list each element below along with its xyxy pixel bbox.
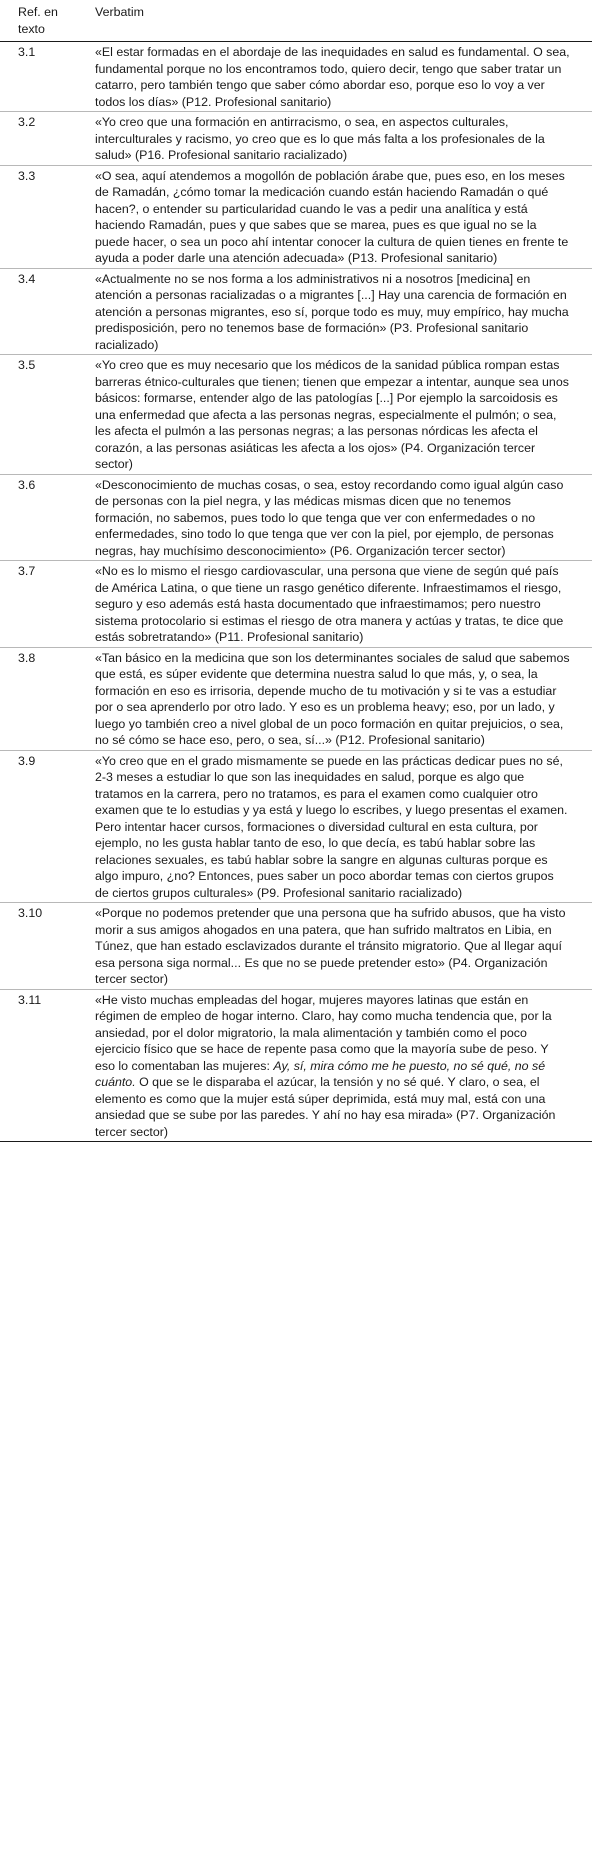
verbatim-segment: «El estar formadas en el abordaje de las inequidades en salud es fundamental. O sea, fundamental porque no los encontramos todo, quiero decir, tengo que saber tratar un catarro, pero también tengo que saber cómo abordar eso, porque eso lo voy a ver todos los días» (P12. Profesional sanitario) <box>95 45 570 109</box>
header-row <box>0 0 592 42</box>
row-verbatim <box>77 474 592 561</box>
table-row <box>0 112 592 166</box>
row-verbatim <box>77 561 592 648</box>
row-verbatim <box>77 355 592 475</box>
row-verbatim <box>77 112 592 166</box>
row-ref: 3.1 <box>0 42 77 112</box>
table-row <box>0 42 592 112</box>
row-ref: 3.9 <box>0 750 77 903</box>
table-row <box>0 750 592 903</box>
table-row <box>0 355 592 475</box>
verbatim-segment: «O sea, aquí atendemos a mogollón de población árabe que, pues eso, en los meses de Ramadán, ¿cómo tomar la medicación cuando están haciendo Ramadán o qué hacen?, o entender su particularidad cuando le vas a pedir una analítica y está haciendo Ramadán, pues y que sabes que se marea, pues es que igual no se la puede hacer, o sea un poco ahí intentar conocer la cultura de quien tienes en frente te ayuda a poder darle una atención adecuada» (P13. Profesional sanitario) <box>95 168 569 265</box>
verbatim-segment: «Porque no podemos pretender que una persona que ha sufrido abusos, que ha visto morir a sus amigos ahogados en una patera, que han sufrido maltratos en Libia, en Túnez, que han estado esclavizados durante el tránsito migratorio. Que al llegar aquí esa persona siga normal... Es que no se puede pretender esto» (P4. Organización tercer sector) <box>95 906 566 986</box>
verbatim-segment: «Actualmente no se nos forma a los administrativos ni a nosotros [medicina] en atención a personas racializadas o a migrantes [...] Hay una carencia de formación en atención a personas migrantes, eso sí, porque todo es muy, muy empírico, hay mucha predisposición, pero no tenemos base de formación» (P3. Profesional sanitario racializado) <box>95 271 569 352</box>
table-row <box>0 903 592 990</box>
row-ref: 3.2 <box>0 112 77 166</box>
verbatim-segment: «Yo creo que en el grado mismamente se puede en las prácticas dedicar pues no sé, 2-3 meses a estudiar lo que son las inequidades en salud, porque es algo que tratamos en la carrera, pero no tratamos, es para el examen como cualquier otro examen que te lo estudias y ya está y luego lo escribes, y luego presentas el examen. Pero intentar hacer cursos, formaciones o diversidad cultural en esta cultura, por ejemplo, no les gusta hablar tanto de eso, lo que decía, es tabú hablar sobre las relaciones sexuales, es tabú hablar sobre la sangre en algunas culturas porque es algo impuro, ¿no? Entonces, pues saber un poco abordar temas con ciertos grupos de ciertos grupos culturales» (P9. Profesional sanitario racializado) <box>95 753 568 900</box>
row-verbatim <box>77 903 592 990</box>
verbatim-segment: «He visto muchas empleadas del hogar, mujeres mayores latinas que están en régimen de empleo de hogar interno. Claro, hay como mucha tendencia que, por la ansiedad, por el dolor migratorio, la mala alimentación y también como el poco ejercicio físico que se hace de repente pasa como que la mayoría sube de peso. Y eso lo comentaban las mujeres: <box>95 992 552 1073</box>
verbatim-segment: «Desconocimiento de muchas cosas, o sea, estoy recordando como igual algún caso de personas con la piel negra, y las médicas mismas dicen que no tenemos formación, no sabemos, pues todo lo que tenga que ver con enfermedades o no enfermedades, sino todo lo que tenga que ver con la piel, por ejemplo, de personas negras, hay muchísimo desconocimiento» (P6. Organización tercer sector) <box>95 477 564 558</box>
row-ref: 3.8 <box>0 647 77 750</box>
row-verbatim <box>77 647 592 750</box>
verbatim-segment: «Tan básico en la medicina que son los determinantes sociales de salud que sabemos que está, es súper evidente que determina nuestra salud lo que más, y, o sea, la formación en eso es irrisoria, depende mucho de tu motivación y si te vas a estudiar por o sea aprenderlo por otro lado. Y eso es un problema heavy; eso, por un lado, y luego yo también creo a nivel global de un poco formación en quitar prejuicios, o sea, no sé cómo se hace eso, pero, o sea, sí...» (P12. Profesional sanitario) <box>95 650 570 747</box>
verbatim-segment: «Yo creo que una formación en antirracismo, o sea, en aspectos culturales, interculturales y racismo, yo creo que es lo que más falta a los profesionales de la salud» (P16. Profesional sanitario racializado) <box>95 115 545 162</box>
row-verbatim <box>77 268 592 355</box>
table-header <box>0 0 592 42</box>
row-ref: 3.3 <box>0 165 77 268</box>
row-verbatim <box>77 750 592 903</box>
table-body <box>0 42 592 1142</box>
row-verbatim <box>77 42 592 112</box>
table-row <box>0 989 592 1142</box>
header-verbatim: Verbatim <box>77 0 592 42</box>
row-verbatim <box>77 165 592 268</box>
row-ref: 3.4 <box>0 268 77 355</box>
table-row <box>0 474 592 561</box>
row-ref: 3.5 <box>0 355 77 475</box>
table-row <box>0 268 592 355</box>
row-ref: 3.10 <box>0 903 77 990</box>
header-ref: Ref. en texto <box>0 0 77 42</box>
verbatim-segment: O que se le disparaba el azúcar, la tensión y no sé qué. Y claro, o sea, el elemento es como que la mujer está súper deprimida, está muy mal, está con una ansiedad que se sube por las paredes. Y ahí no hay esa mirada» (P7. Organización tercer sector) <box>95 1075 556 1139</box>
verbatim-segment: «No es lo mismo el riesgo cardiovascular, una persona que viene de según qué país de América Latina, o que tiene un rasgo genético diferente. Infraestimamos el riesgo, seguro y eso además está hasta documentado que infraestimamos; pero nuestro sistema protocolario si estimas el riesgo de otra manera y actúas y tratas, te dice que estás sobretratando» (P11. Profesional sanitario) <box>95 564 564 644</box>
table-row <box>0 165 592 268</box>
verbatim-italic-segment: Ay, sí, mira cómo me he puesto, no sé qué, no sé cuánto. <box>95 1058 546 1089</box>
table-row <box>0 561 592 648</box>
verbatim-segment: «Yo creo que es muy necesario que los médicos de la sanidad pública rompan estas barreras étnico-culturales que tienen; tienen que empezar a intentar, aunque sea unos básicos: formarse, entender algo de las patologías [...] Por ejemplo la sarcoidosis es una enfermedad que afecta a las personas negras, especialmente el pulmón; o sea, les afecta el pulmón a las personas negras; a las personas nórdicas les afecta el corazón, a las personas asiáticas les afecta a los ojos» (P4. Organización tercer sector) <box>95 358 569 471</box>
row-ref: 3.7 <box>0 561 77 648</box>
row-verbatim <box>77 989 592 1142</box>
row-ref: 3.11 <box>0 989 77 1142</box>
table-row <box>0 647 592 750</box>
row-ref: 3.6 <box>0 474 77 561</box>
